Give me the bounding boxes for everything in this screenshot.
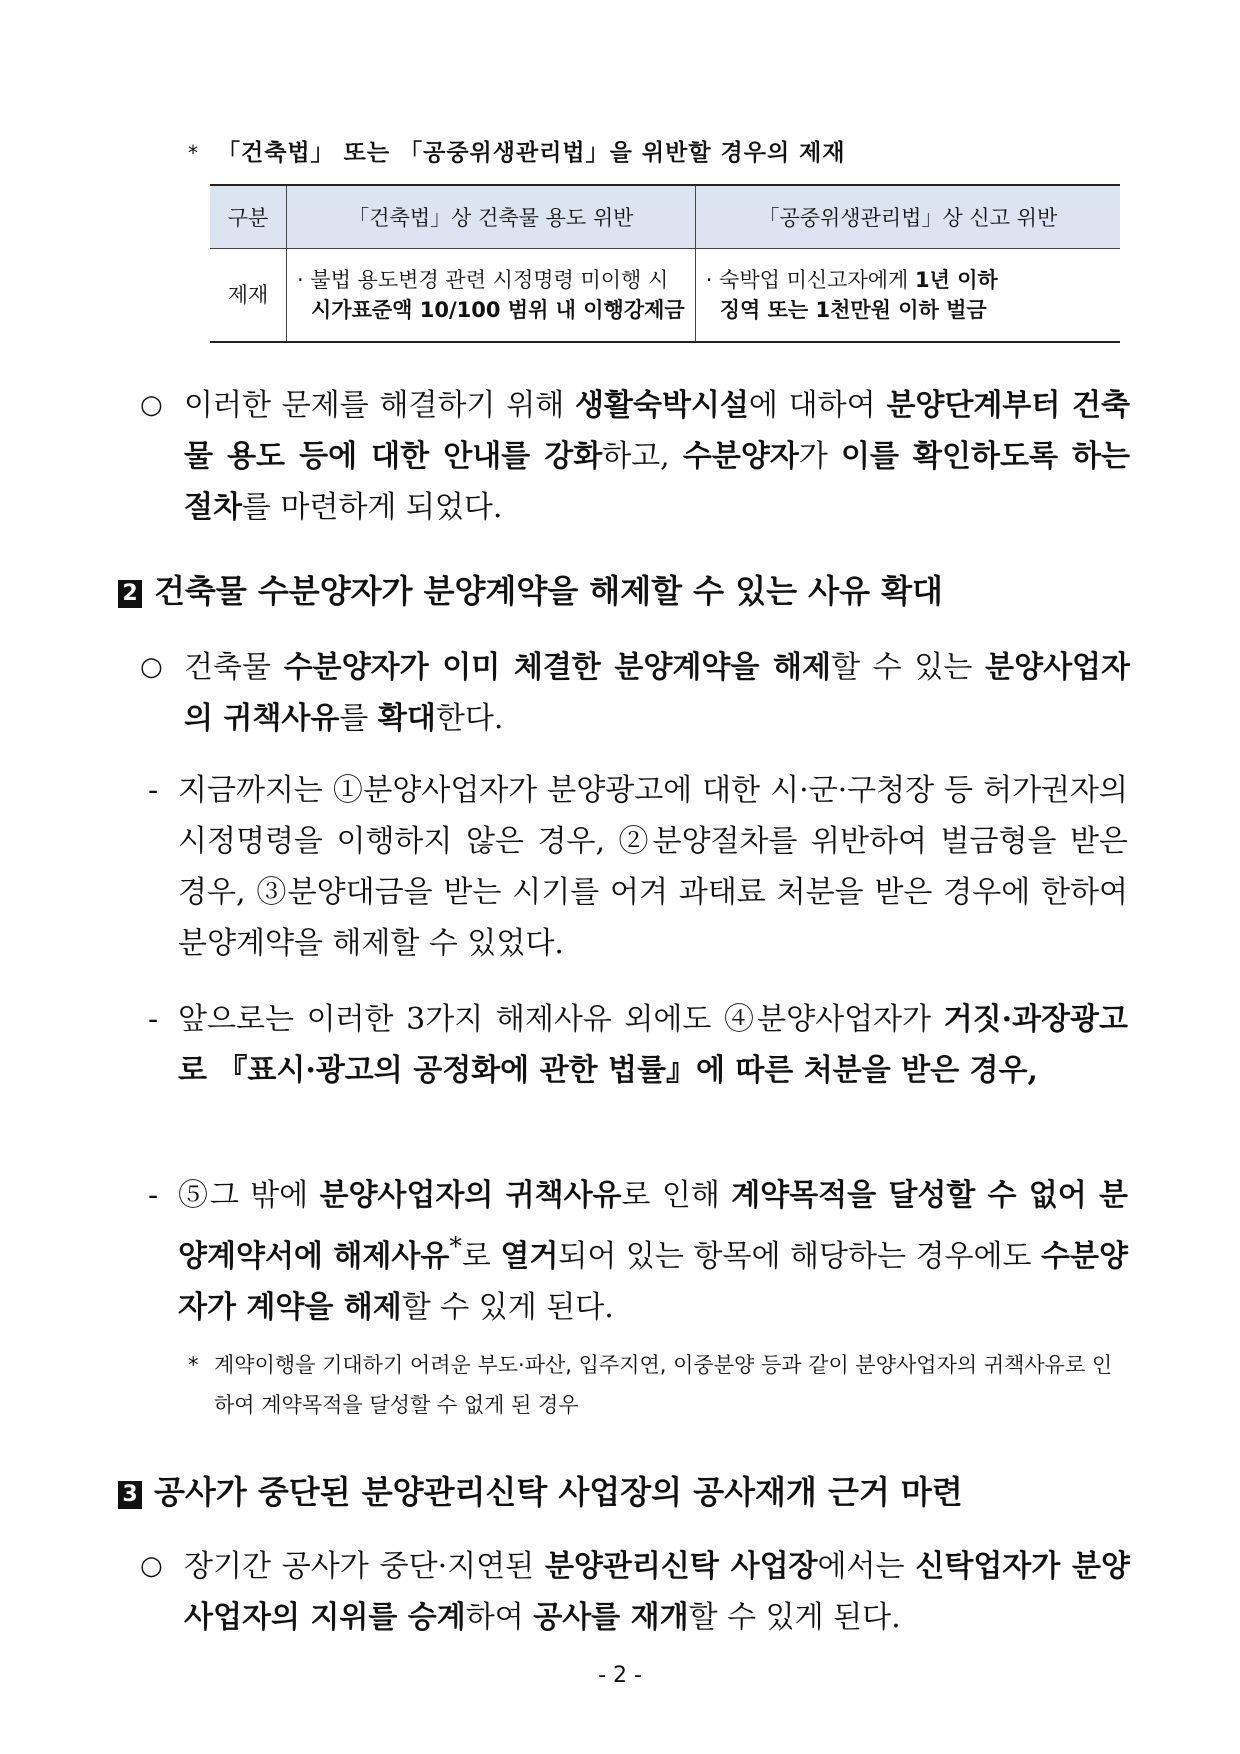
text-run-bold: 신탁업자가 분양사업자의 지위를 승계: [184, 1549, 1130, 1635]
text-run-bold: 확대: [377, 701, 436, 736]
text-run-bold: 열거: [500, 1239, 559, 1274]
section-number-badge: 2: [118, 580, 142, 608]
section-title: 공사가 중단된 분양관리신탁 사업장의 공사재개 근거 마련: [154, 1473, 963, 1511]
hygiene-act-line1a: · 숙박업 미신고자에게: [705, 268, 915, 292]
section-heading-2: [118, 566, 943, 612]
text-run: 한다.: [435, 701, 504, 736]
footnote-text: 계약이행을 기대하기 어려운 부도·파산, 입주지연, 이중분양 등과 같이 분양사업자의 귀책사유로 인하여 계약목적을 달성할 수 없게 된 경우: [214, 1353, 1113, 1417]
text-run: 에서는: [817, 1549, 916, 1584]
text-run-bold: 수분양자가 계약을 해제: [178, 1239, 1128, 1325]
caption-asterisk: *: [188, 141, 199, 165]
header-category: 구분: [210, 185, 287, 249]
text-run: 하고,: [602, 439, 683, 474]
paragraph-expand: [140, 642, 1130, 744]
text-run: 로: [461, 1239, 501, 1274]
table-caption: [188, 134, 846, 167]
building-act-line1: · 불법 용도변경 관련 시정명령 미이행 시: [297, 268, 669, 292]
dash-item-current: [148, 765, 1128, 969]
circle-bullet-icon: ○: [140, 390, 163, 420]
footnote-marker: *: [449, 1232, 462, 1261]
footnote: [188, 1345, 1128, 1425]
text-run: 를: [339, 701, 378, 736]
header-hygiene-act: 「공중위생관리법」상 신고 위반: [695, 185, 1120, 249]
page-number: - 2 -: [598, 1663, 642, 1688]
text-run: 에 대하여: [748, 388, 887, 423]
row-label-sanction: 제재: [210, 249, 287, 343]
building-act-line2: 시가표준액 10/100 범위 내 이행강제금: [311, 298, 685, 322]
text-run-bold: 생활숙박시설: [575, 388, 749, 423]
section-title: 건축물 수분양자가 분양계약을 해제할 수 있는 사유 확대: [154, 572, 943, 610]
paragraph-guidance: [140, 380, 1130, 533]
text-run: 할 수 있게 된다.: [401, 1290, 614, 1325]
footnote-asterisk: *: [188, 1353, 199, 1377]
text-run-bold: 분양단계부터 건축물 용도 등에 대한 안내를 강화: [184, 388, 1130, 474]
hygiene-act-line1b: 1년 이하: [914, 268, 998, 292]
dash-bullet: -: [148, 1002, 159, 1037]
cell-building-act: [287, 249, 696, 343]
table-row: [210, 249, 1120, 343]
text-run-bold: 분양사업자의 귀책사유: [319, 1178, 622, 1213]
text-run: 하여: [465, 1600, 534, 1635]
text-run-bold: 공사를 재개: [533, 1600, 689, 1635]
caption-text: 「건축법」 또는 「공중위생관리법」을 위반할 경우의 제재: [217, 140, 846, 166]
text-run: 장기간 공사가 중단·지연된: [184, 1549, 545, 1584]
text-run: 로 인해: [621, 1178, 732, 1213]
dash-item-text: 지금까지는 ①분양사업자가 분양광고에 대한 시·군·구청장 등 허가권자의 시정명령을 이행하지 않은 경우, ②분양절차를 위반하여 벌금형을 받은 경우, ③분양대금을 받는 시기를 어겨 과태료 처분을 받은 경우에 한하여 분양계약을 해제할 수 있었다.: [178, 773, 1128, 961]
text-run: 앞으로는 이러한 3가지 해제사유 외에도 ④분양사업자가: [178, 1002, 944, 1037]
text-run-bold: 분양사업자의 귀책사유: [184, 650, 1131, 736]
dash-bullet: -: [148, 1178, 159, 1213]
paragraph-trust: [140, 1541, 1130, 1643]
text-run-bold: 수분양자: [682, 439, 799, 474]
text-run: ⑤그 밖에: [178, 1178, 320, 1213]
section-number-badge: 3: [118, 1481, 142, 1509]
dash-item-other: [148, 1170, 1128, 1333]
table-header-row: [210, 185, 1120, 249]
text-run: 할 수 있게 된다.: [688, 1600, 901, 1635]
text-run-bold: 거짓·과장광고로 『표시·광고의 공정화에 관한 법률』에 따른 처분을 받은 경우,: [178, 1002, 1128, 1088]
circle-bullet-icon: ○: [140, 1551, 163, 1581]
dash-bullet: -: [148, 773, 159, 808]
text-run: 가: [798, 439, 841, 474]
text-run: 할 수 있는: [830, 650, 986, 685]
text-run-bold: 이를 확인하도록 하는 절차: [184, 439, 1130, 525]
sanction-table: [210, 184, 1120, 343]
dash-item-future: [148, 994, 1128, 1096]
text-run-bold: 분양관리신탁 사업장: [544, 1549, 818, 1584]
text-run: 를 마련하게 되었다.: [241, 490, 503, 525]
header-building-act: 「건축법」상 건축물 용도 위반: [287, 185, 696, 249]
text-run: 되어 있는 항목에 해당하는 경우에도: [558, 1239, 1042, 1274]
text-run: 이러한 문제를 해결하기 위해: [184, 388, 575, 423]
text-run-bold: 수분양자가 이미 체결한 분양계약을 해제: [283, 650, 831, 685]
text-run-bold: 계약목적을 달성할 수 없어 분양계약서에 해제사유: [178, 1178, 1128, 1274]
circle-bullet-icon: ○: [140, 652, 163, 682]
hygiene-act-line2: 징역 또는 1천만원 이하 벌금: [719, 298, 987, 322]
section-heading-3: [118, 1467, 963, 1513]
text-run: 건축물: [184, 650, 284, 685]
cell-hygiene-act: [695, 249, 1120, 343]
